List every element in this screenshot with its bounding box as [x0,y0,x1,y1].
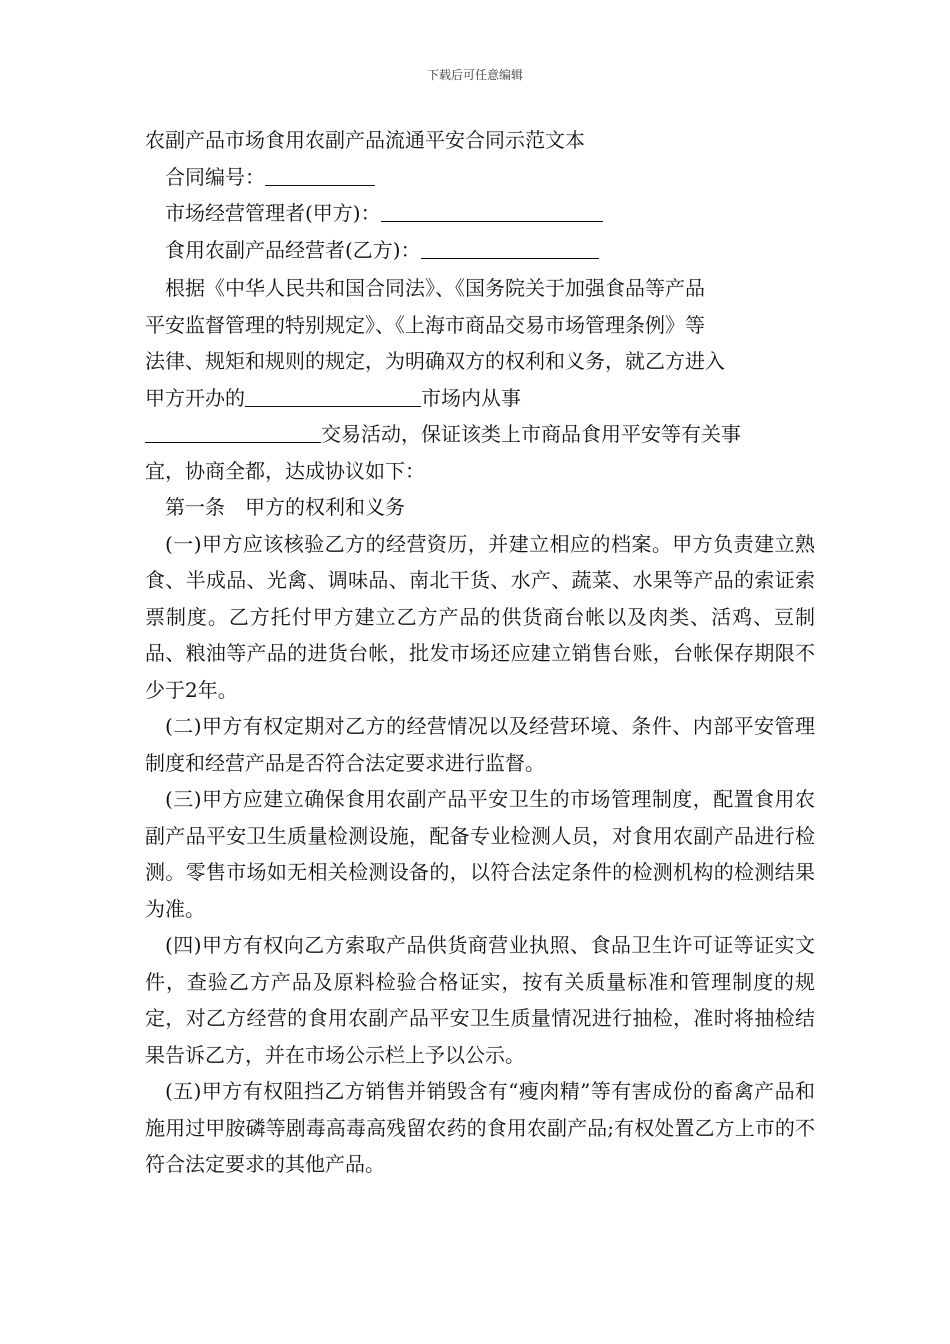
header-note: 下载后可任意编辑 [426,68,523,82]
trade-type-blank [145,422,321,443]
contract-number-line [145,159,815,196]
preamble-line-5-post: 交易活动，保证该类上市商品食用平安等有关事 [321,422,741,446]
contract-number-label: 合同编号： [165,164,265,189]
document-body [145,122,815,1183]
party-a-line [145,195,815,232]
article-1-clause-4: (四)甲方有权向乙方索取产品供货商营业执照、食品卫生许可证等证实文件，查验乙方产品及原料检验合格证实，按有关质量标准和管理制度的规定，对乙方经营的食用农副产品平安卫生质量情况进行抽检，准时将抽检结果告诉乙方，并在市场公示栏上予以公示。 [145,933,815,1067]
article-1-clause-1: (一)甲方应该核验乙方的经营资历，并建立相应的档案。甲方负责建立熟食、半成品、光禽、调味品、南北干货、水产、蔬菜、水果等产品的索证索票制度。乙方托付甲方建立乙方产品的供货商台帐以及肉类、活鸡、豆制品、粮油等产品的进货台帐，批发市场还应建立销售台账，台帐保存期限不少于2年。 [145,531,815,702]
preamble-line-4 [145,380,815,417]
party-a-label: 市场经营管理者(甲方)： [165,201,381,225]
party-b-label: 食用农副产品经营者(乙方)： [165,237,421,262]
article-1-heading: 第一条 甲方的权利和义务 [165,495,405,519]
article-1-clause-2: (二)甲方有权定期对乙方的经营情况以及经营环境、条件、内部平安管理制度和经营产品是否符合法定要求进行监督。 [145,714,815,775]
preamble-line-2: 平安监督管理的特别规定》、《上海市商品交易市场管理条例》等 [145,312,705,337]
party-b-blank [421,238,599,259]
party-a-blank [381,201,603,222]
preamble-line-4-post: 市场内从事 [421,385,521,410]
article-1-clause-3: (三)甲方应建立确保食用农副产品平安卫生的市场管理制度，配置食用农副产品平安卫生质量检测设施，配备专业检测人员，对食用农副产品进行检测。零售市场如无相关检测设备的，以符合法定条件的检测机构的检测结果为准。 [145,787,815,921]
article-1-clause-5: (五)甲方有权阻挡乙方销售并销毁含有“瘦肉精”等有害成份的畜禽产品和施用过甲胺磷等剧毒高毒高残留农药的食用农副产品;有权处置乙方上市的不符合法定要求的其他产品。 [145,1079,815,1176]
preamble-line-4-pre: 甲方开办的 [145,385,245,410]
document-title: 农副产品市场食用农副产品流通平安合同示范文本 [145,128,585,152]
market-name-blank [245,386,421,407]
contract-number-blank [265,165,375,186]
preamble-line-1: 根据《中华人民共和国合同法》、《国务院关于加强食品等产品 [165,276,705,300]
party-b-line [145,232,815,269]
preamble-line-6: 宜，协商全都，达成协议如下： [145,458,425,483]
preamble-line-5 [145,416,815,453]
preamble-line-3: 法律、规矩和规则的规定，为明确双方的权利和义务，就乙方进入 [145,349,725,373]
